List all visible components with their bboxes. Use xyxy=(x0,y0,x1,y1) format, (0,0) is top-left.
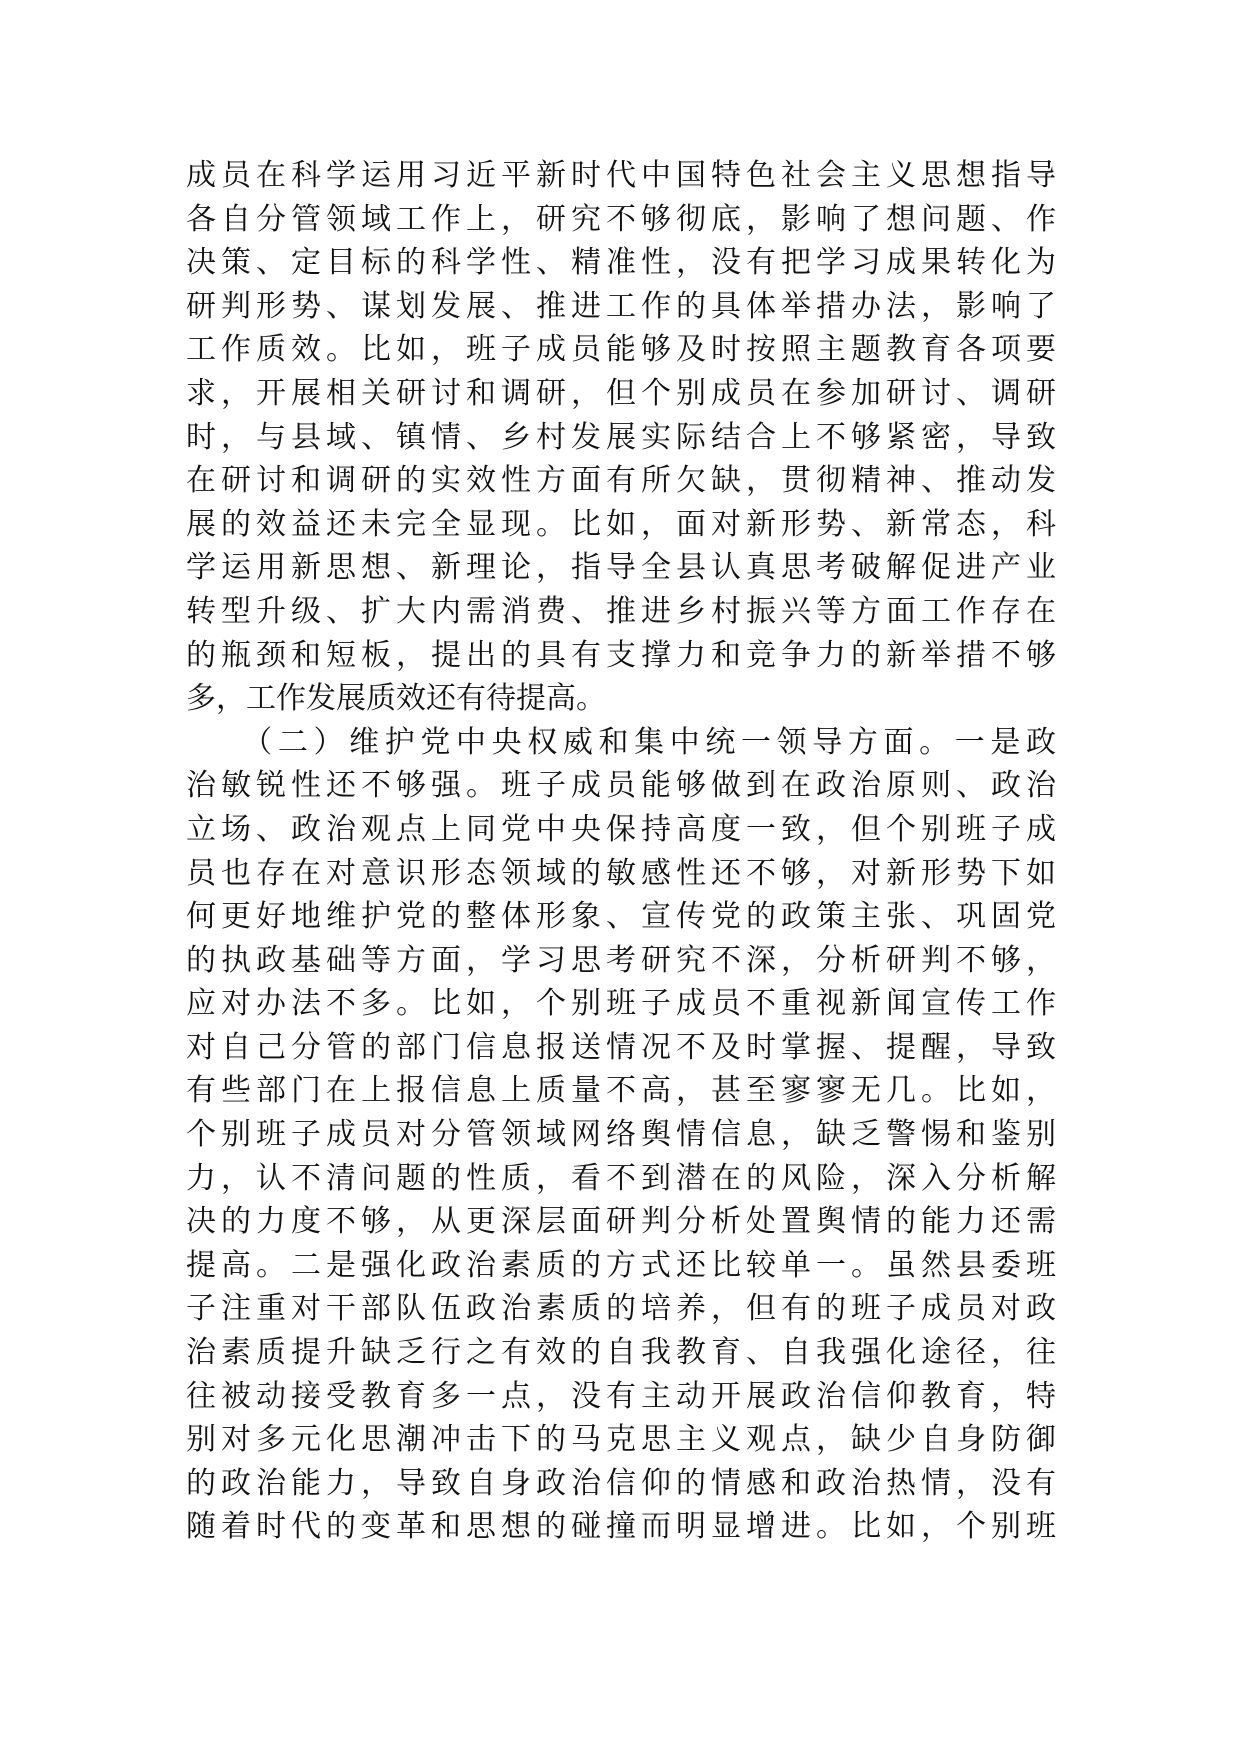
text-line-heading: （二）维护党中央权威和集中统一领导方面。一是政 xyxy=(186,724,1056,760)
text-line: 有些部门在上报信息上质量不高，甚至寥寥无几。比如， xyxy=(186,1073,1056,1109)
text-line: 决策、定目标的科学性、精准性，没有把学习成果转化为 xyxy=(186,245,1056,281)
text-line: 何更好地维护党的整体形象、宣传党的政策主张、巩固党 xyxy=(186,899,1056,935)
text-line: 治敏锐性还不够强。班子成员能够做到在政治原则、政治 xyxy=(186,768,1056,804)
text-line: 个别班子成员对分管领域网络舆情信息，缺乏警惕和鉴别 xyxy=(186,1117,1056,1153)
text-line: 研判形势、谋划发展、推进工作的具体举措办法，影响了 xyxy=(186,288,1056,324)
text-line: 展的效益还未完全显现。比如，面对新形势、新常态，科 xyxy=(186,506,1056,542)
text-line: 在研讨和调研的实效性方面有所欠缺，贯彻精神、推动发 xyxy=(186,463,1056,499)
document-body xyxy=(186,154,1056,1549)
text-line: 应对办法不多。比如，个别班子成员不重视新闻宣传工作 xyxy=(186,986,1056,1022)
text-line: 往被动接受教育多一点，没有主动开展政治信仰教育，特 xyxy=(186,1378,1056,1414)
text-line: 成员在科学运用习近平新时代中国特色社会主义思想指导 xyxy=(186,158,1056,193)
text-line: 决的力度不够，从更深层面研判分析处置舆情的能力还需 xyxy=(186,1204,1056,1240)
text-line: 工作质效。比如，班子成员能够及时按照主题教育各项要 xyxy=(186,332,1056,368)
text-line: 子注重对干部队伍政治素质的培养，但有的班子成员对政 xyxy=(186,1291,1056,1327)
paragraph-2 xyxy=(186,721,1056,1549)
text-line: 员也存在对意识形态领域的敏感性还不够，对新形势下如 xyxy=(186,855,1056,891)
text-line: 治素质提升缺乏行之有效的自我教育、自我强化途径，往 xyxy=(186,1335,1056,1371)
text-line: 各自分管领域工作上，研究不够彻底，影响了想问题、作 xyxy=(186,201,1056,237)
text-line: 立场、政治观点上同党中央保持高度一致，但个别班子成 xyxy=(186,811,1056,847)
text-line: 求，开展相关研讨和调研，但个别成员在参加研讨、调研 xyxy=(186,375,1056,411)
text-line: 力，认不清问题的性质，看不到潜在的风险，深入分析解 xyxy=(186,1160,1056,1196)
text-line: 提高。二是强化政治素质的方式还比较单一。虽然县委班 xyxy=(186,1247,1056,1283)
text-line: 的瓶颈和短板，提出的具有支撑力和竞争力的新举措不够 xyxy=(186,637,1056,673)
text-line: 时，与县域、镇情、乡村发展实际结合上不够紧密，导致 xyxy=(186,419,1056,455)
text-line: 学运用新思想、新理论，指导全县认真思考破解促进产业 xyxy=(186,550,1056,586)
text-line: 别对多元化思潮冲击下的马克思主义观点，缺少自身防御 xyxy=(186,1422,1056,1458)
text-line-last: 多，工作发展质效还有待提高。 xyxy=(186,681,606,717)
text-line: 随着时代的变革和思想的碰撞而明显增进。比如，个别班 xyxy=(186,1509,1056,1545)
text-line: 转型升级、扩大内需消费、推进乡村振兴等方面工作存在 xyxy=(186,593,1056,629)
text-line: 对自己分管的部门信息报送情况不及时掌握、提醒，导致 xyxy=(186,1029,1056,1065)
text-line: 的政治能力，导致自身政治信仰的情感和政治热情，没有 xyxy=(186,1465,1056,1501)
paragraph-1 xyxy=(186,154,1056,721)
text-line: 的执政基础等方面，学习思考研究不深，分析研判不够， xyxy=(186,942,1056,978)
